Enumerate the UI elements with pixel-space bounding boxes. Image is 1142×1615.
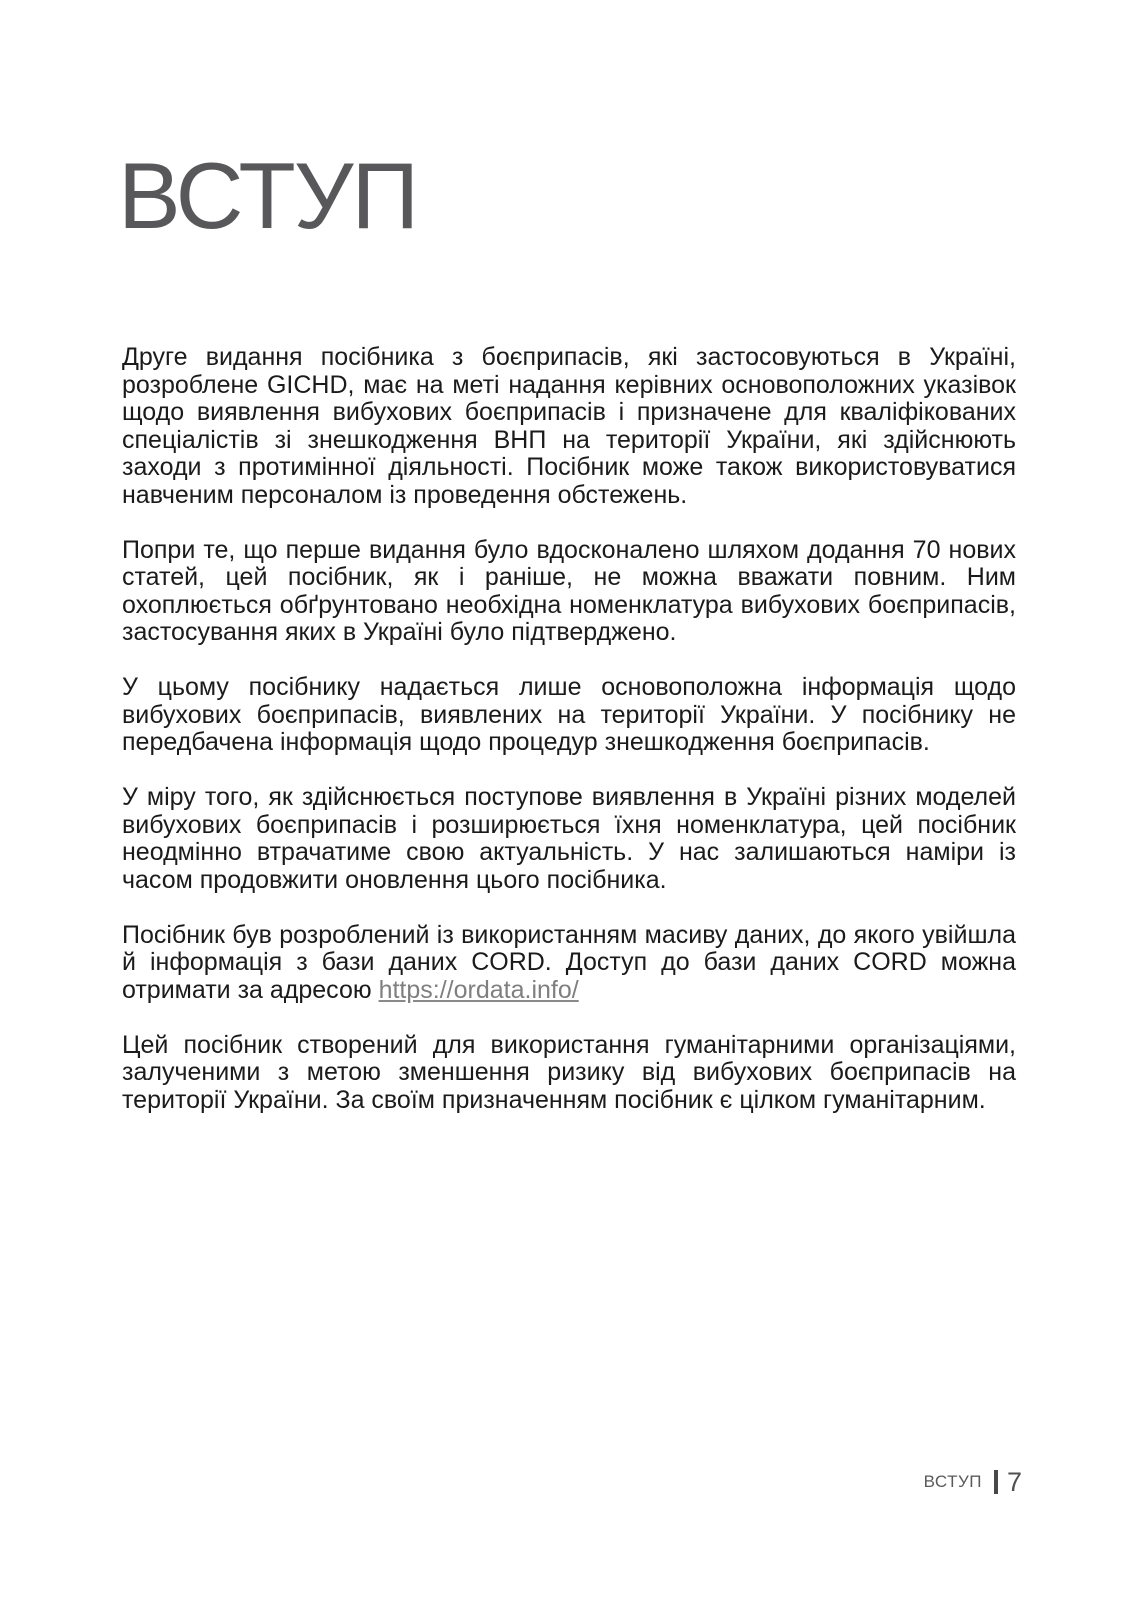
page-footer [924,1466,1022,1498]
footer-page-number: 7 [1006,1466,1022,1497]
footer-divider [994,1470,998,1494]
paragraph-scope: У цьому посібнику надається лише основоположна інформація щодо вибухових боєприпасів, виявлених на території України. У посібнику не передбачена інформація щодо процедур знешкодження боєприпасів. [122,673,1016,756]
ordata-link[interactable]: https://ordata.info/ [378,975,579,1004]
paragraph-cord-database [122,922,1016,1005]
paragraph-intro: Друге видання посібника з боєприпасів, які застосовуються в Україні, розроблене GICHD, має на меті надання керівних основоположних указівок щодо виявлення вибухових боєприпасів і призначене для кваліфікованих спеціалістів зі знешкодження ВНП на території України, які здійснюють заходи з протимінної діяльності. Посібник може також використовуватися навченим персоналом із проведення обстежень. [122,343,1016,509]
footer-section-label: ВСТУП [923,1472,982,1491]
paragraph-updates: У міру того, як здійснюється поступове виявлення в Україні різних моделей вибухових боєприпасів і розширюється їхня номенклатура, цей посібник неодмінно втрачатиме свою актуальність. У нас залишаються наміри із часом продовжити оновлення цього посібника. [122,783,1016,894]
page-title: ВСТУП [118,143,418,248]
paragraph-cord-text: Посібник був розроблений із використанням масиву даних, до якого увійшла й інформація з бази даних CORD. Доступ до бази даних CORD можна отримати за адресою [122,920,1016,1004]
paragraph-humanitarian: Цей посібник створений для використання гуманітарними організаціями, залученими з метою зменшення ризику від вибухових боєприпасів на території України. За своїм призначенням посібник є цілком гуманітарним. [122,1030,1016,1114]
body-text [122,344,1016,1142]
paragraph-second-edition: Попри те, що перше видання було вдосконалено шляхом додання 70 нових статей, цей посібник, як і раніше, не можна вважати повним. Ним охоплюється обґрунтовано необхідна номенклатура вибухових боєприпасів, застосування яких в Україні було підтверджено. [122,535,1016,646]
